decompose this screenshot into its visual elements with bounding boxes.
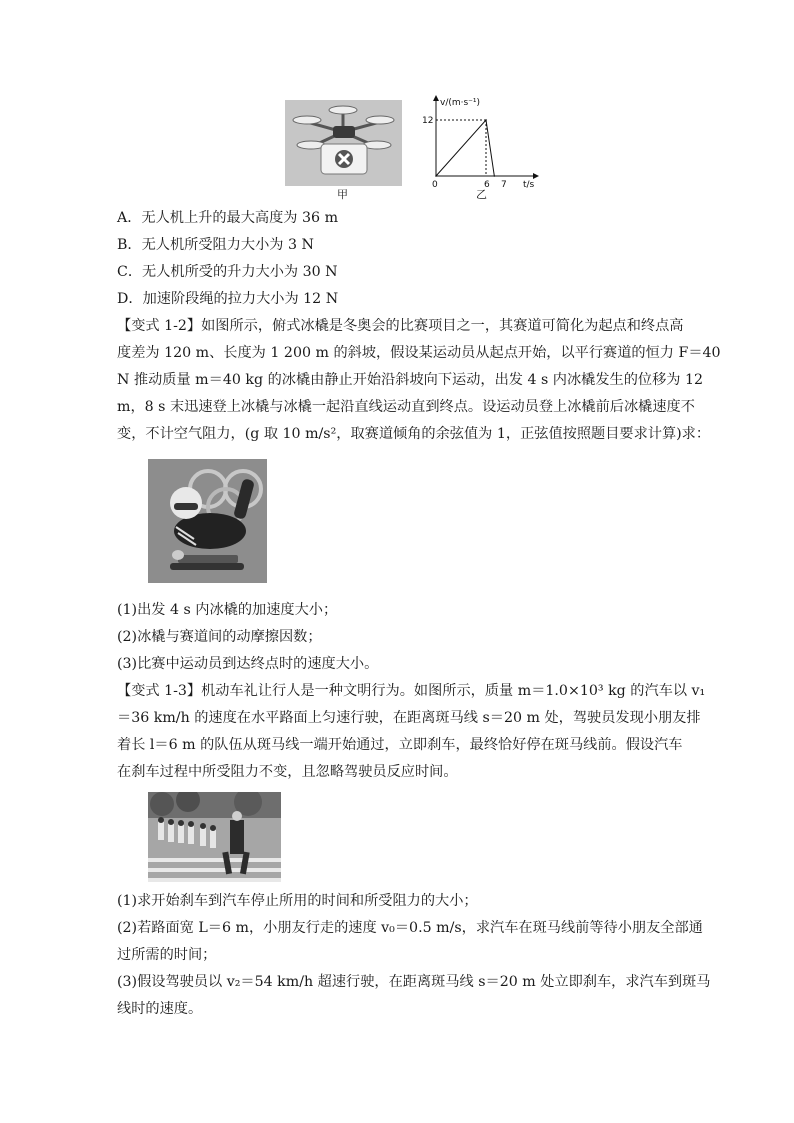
q12-line-5: 变，不计空气阻力，(g 取 10 m/s²，取赛道倾角的余弦值为 1，正弦值按照题目要求计算)求： [117,426,711,442]
crosswalk-photo [148,792,281,882]
q12-line-3: N 推动质量 m＝40 kg 的冰橇由静止开始沿斜坡向下运动，出发 4 s 内冰橇发生的位移为 12 [117,372,704,388]
x-tick-7: 7 [501,180,507,190]
q13-line-1: 【变式 1-3】机动车礼让行人是一种文明行为。如图所示，质量 m＝1.0×10³ kg 的汽车以 v₁ [117,683,706,699]
data-point-2 [494,175,496,177]
figure-yi-caption: 乙 [476,188,487,201]
q12-part-3: (3)比赛中运动员到达终点时的速度大小。 [117,656,379,672]
q13-part-3-line-2: 线时的速度。 [117,1001,203,1017]
drone-illustration [285,100,402,186]
q12-part-2: (2)冰橇与赛道间的动摩擦因数； [117,629,322,645]
option-a: A．无人机上升的最大高度为 36 m [117,210,339,226]
y-tick-12: 12 [422,116,434,126]
velocity-time-graph [418,92,543,192]
y-axis-label: v/(m·s⁻¹) [440,98,481,108]
q13-part-2-line-1: (2)若路面宽 L＝6 m，小朋友行走的速度 v₀＝0.5 m/s，求汽车在斑马线前等待小朋友全部通 [117,920,703,936]
q12-part-1: (1)出发 4 s 内冰橇的加速度大小； [117,602,338,618]
q13-part-1: (1)求开始刹车到汽车停止所用的时间和所受阻力的大小； [117,893,478,909]
q12-line-1: 【变式 1-2】如图所示，俯式冰橇是冬奥会的比赛项目之一，其赛道可简化为起点和终点高 [117,318,684,334]
x-axis-label: t/s [523,180,535,190]
q13-line-4: 在刹车过程中所受阻力不变，且忽略驾驶员反应时间。 [117,764,458,780]
q13-part-3-line-1: (3)假设驾驶员以 v₂＝54 km/h 超速行驶，在距离斑马线 s＝20 m 处立即刹车，求汽车到斑马 [117,974,711,990]
q12-line-4: m，8 s 末迅速登上冰橇与冰橇一起沿直线运动直到终点。设运动员登上冰橇前后冰橇速度不 [117,399,695,415]
figure-jia-caption: 甲 [337,188,348,201]
skeleton-sled-photo [148,459,267,583]
q13-line-2: ＝36 km/h 的速度在水平路面上匀速行驶，在距离斑马线 s＝20 m 处，驾驶员发现小朋友排 [117,710,701,726]
x-tick-6: 6 [484,180,490,190]
q13-part-2-line-2: 过所需的时间； [117,947,217,963]
data-point-0 [435,175,437,177]
origin-label: 0 [432,180,438,190]
option-b: B．无人机所受阻力大小为 3 N [117,237,314,253]
q12-line-2: 度差为 120 m、长度为 1 200 m 的斜坡，假设某运动员从起点开始，以平行赛道的恒力 F＝40 [117,345,721,361]
drone-photo [285,100,402,186]
q13-line-3: 着长 l＝6 m 的队伍从斑马线一端开始通过，立即刹车，最终恰好停在斑马线前。假设汽车 [117,737,683,753]
data-point-1 [485,119,487,121]
option-c: C．无人机所受的升力大小为 30 N [117,264,338,280]
option-d: D．加速阶段绳的拉力大小为 12 N [117,291,339,307]
